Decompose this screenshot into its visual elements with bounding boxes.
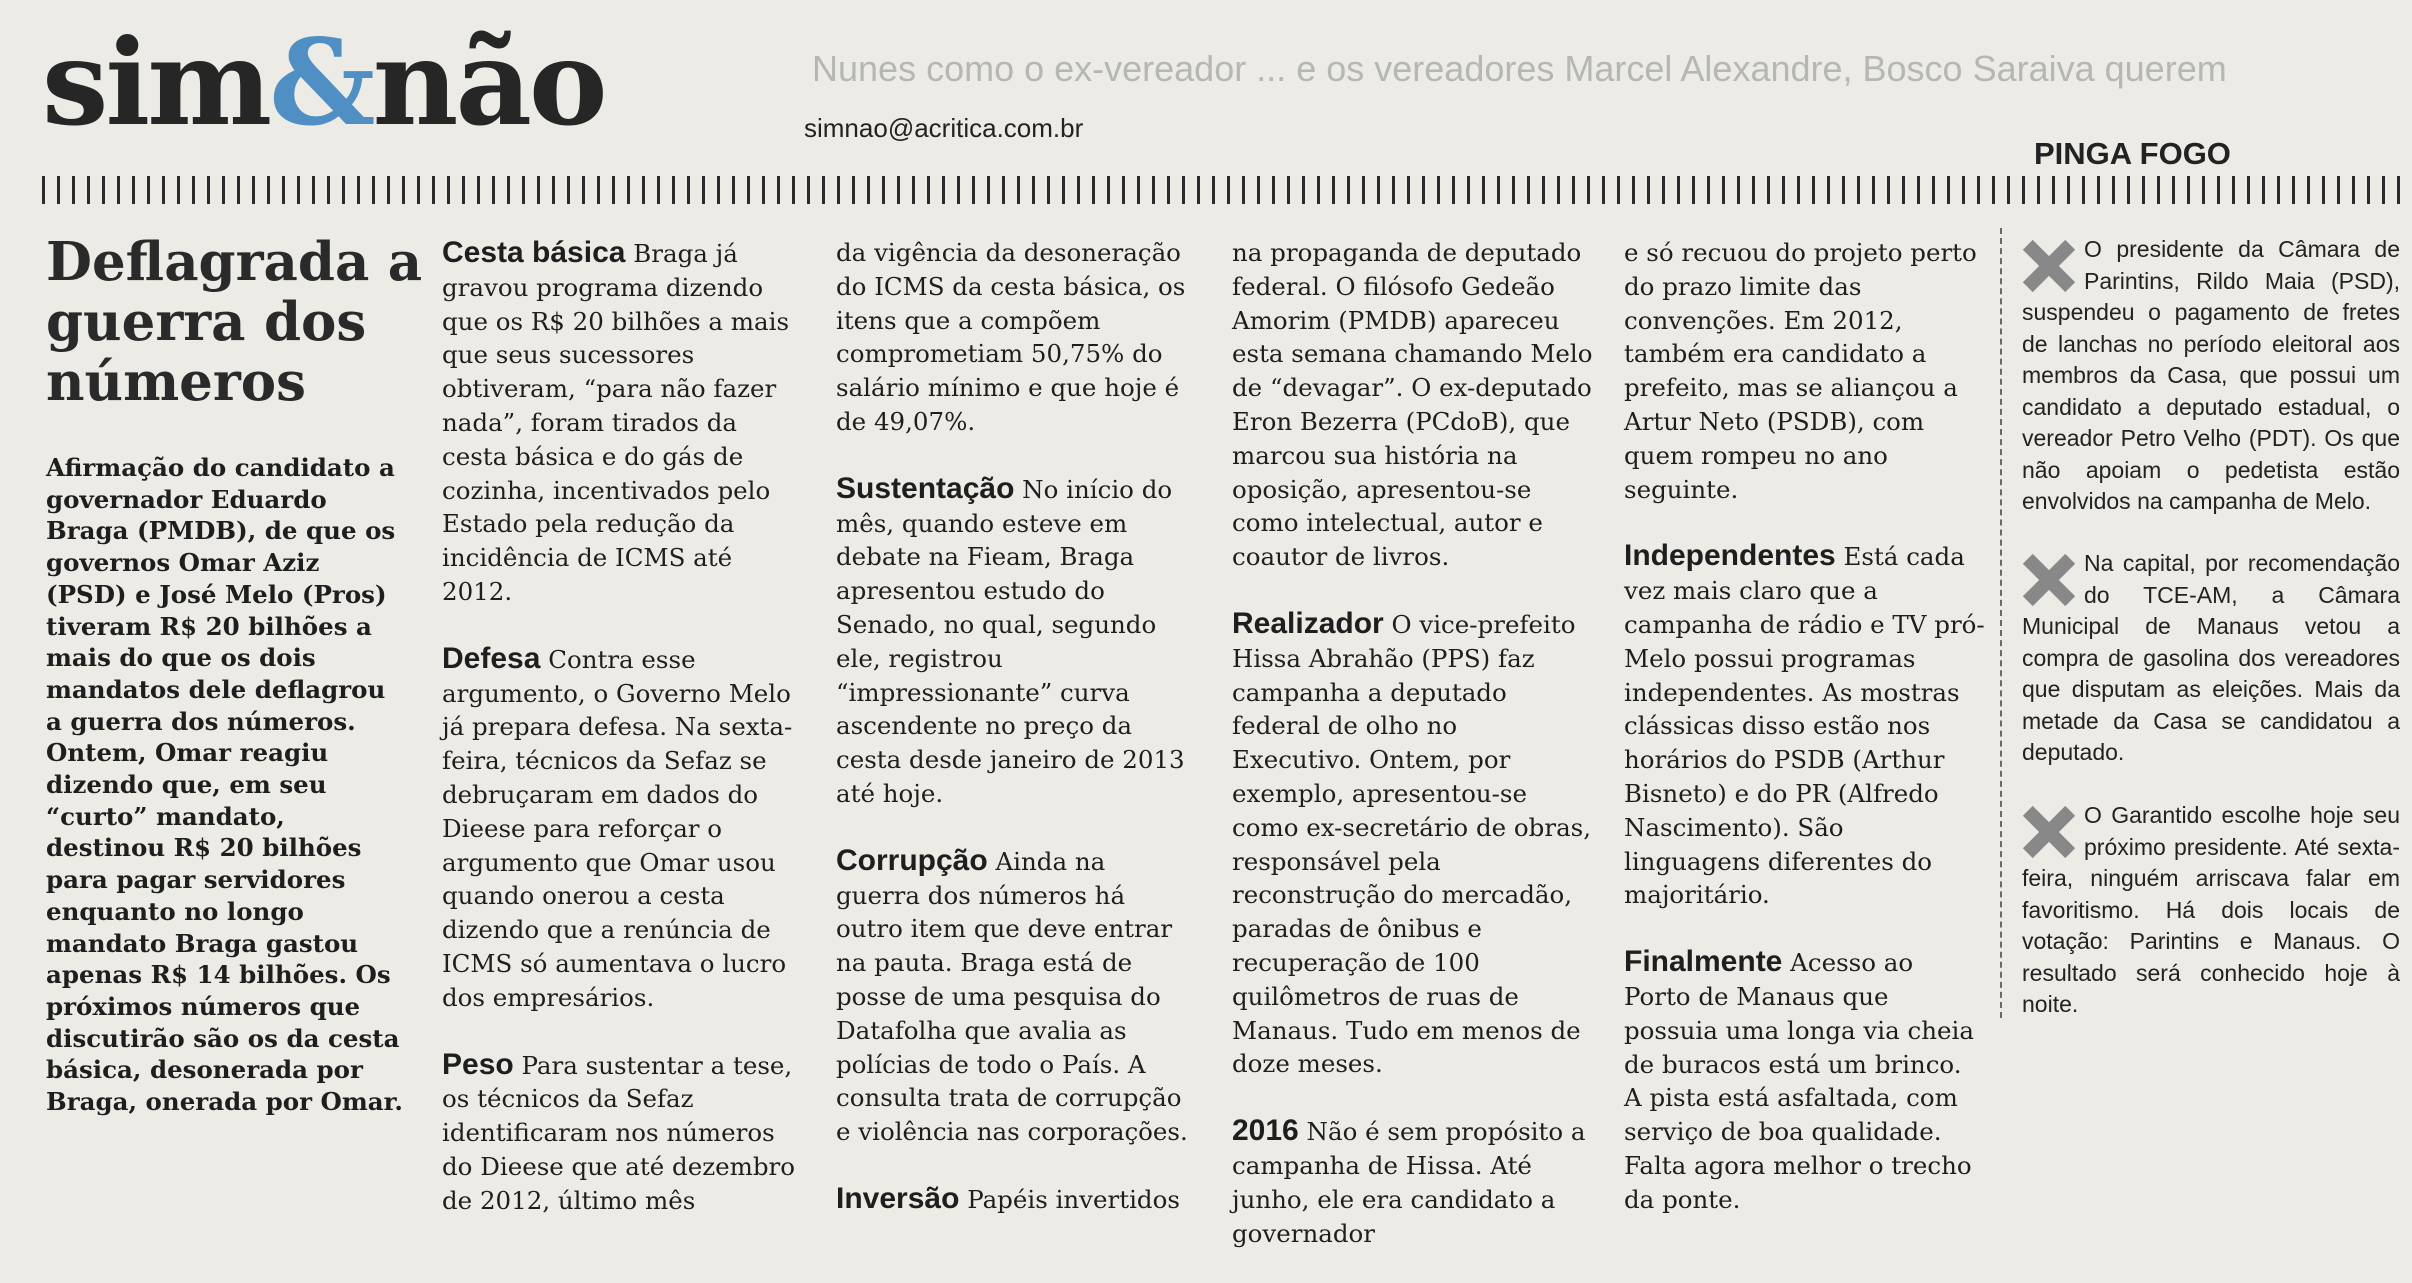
column-3	[836, 236, 1196, 1250]
header-rule	[42, 176, 2412, 204]
paragraph-text: e só recuou do projeto perto do prazo limite das convenções. Em 2012, também era candidato a prefeito, mas se aliançou a Artur Neto (PSDB), com quem rompeu no ano seguinte.	[1624, 238, 1977, 504]
paragraph-keyword: Realizador	[1232, 606, 1384, 640]
bleed-through-text: Nunes como o ex-vereador ... e os vereadores Marcel Alexandre, Bosco Saraiva querem	[812, 48, 2227, 89]
paragraph	[442, 236, 804, 609]
paragraph-keyword: Cesta básica	[442, 236, 626, 269]
paragraph	[1232, 236, 1594, 574]
pinga-fogo-item	[2022, 548, 2400, 769]
pinga-fogo-item	[2022, 800, 2400, 1021]
cross-icon	[2022, 806, 2074, 858]
paragraph-text: da vigência da desoneração do ICMS da cesta básica, os itens que a compõem comprometiam 50,75% do salário mínimo e que hoje é de 49,07%.	[836, 238, 1186, 436]
paragraph-keyword: Sustentação	[836, 471, 1015, 505]
column-4	[1232, 236, 1594, 1283]
lead-paragraph: Afirmação do candidato a governador Eduardo Braga (PMDB), de que os governos Omar Aziz (PSD) e José Melo (Pros) tiveram R$ 20 bilhões a mais do que os dois mandatos dele deflagrou a guerra dos números. Ontem, Omar reagiu dizendo que, em seu “curto” mandato, destinou R$ 20 bilhões para pagar servidores enquanto no longo mandato Braga gastou apenas R$ 14 bilhões. Os próximos números que discutirão são os da cesta básica, desonerada por Braga, onerada por Omar.	[46, 453, 403, 1117]
contact-email: simnao@acritica.com.br	[804, 113, 1084, 143]
paragraph	[836, 844, 1196, 1149]
paragraph	[1624, 236, 1986, 506]
paragraph-keyword: Peso	[442, 1047, 514, 1081]
headline: Deflagrada a guerra dos números	[46, 231, 423, 413]
section-label: PINGA FOGO	[2034, 136, 2231, 171]
paragraph-text: Papéis invertidos	[959, 1184, 1180, 1214]
paragraph-text: Acesso ao Porto de Manaus que possuia uma longa via cheia de buracos está um brinco. A pista está asfaltada, com serviço de boa qualidade. Falta agora melhor o trecho da ponte.	[1624, 948, 1974, 1214]
paragraph-keyword: Inversão	[836, 1181, 960, 1215]
logo-sim: sim	[42, 13, 270, 152]
paragraph-keyword: Finalmente	[1624, 945, 1783, 979]
logo-ampersand: &	[269, 13, 373, 152]
paragraph	[1232, 1114, 1594, 1250]
paragraph	[442, 1048, 804, 1218]
cross-icon	[2022, 554, 2074, 606]
logo	[42, 8, 605, 158]
masthead	[42, 8, 2412, 171]
paragraph-text: na propaganda de deputado federal. O filósofo Gedeão Amorim (PMDB) apareceu esta semana chamando Melo de “devagar”. O ex-deputado Eron Bezerra (PCdoB), que marcou sua história na oposição, apresentou-se como intelectual, autor e coautor de livros.	[1232, 238, 1593, 572]
pinga-fogo-text: O presidente da Câmara de Parintins, Rildo Maia (PSD), suspendeu o pagamento de fretes de lanchas no período eleitoral aos membros da Casa, que possui um candidato a deputado estadual, o vereador Petro Velho (PDT). Os que não apoiam o pedetista estão envolvidos na campanha de Melo.	[2022, 236, 2400, 514]
column-divider	[2000, 228, 2002, 1018]
cross-icon	[2022, 240, 2074, 292]
paragraph-text: Contra esse argumento, o Governo Melo já prepara defesa. Na sexta-feira, técnicos da Sefaz se debruçaram em dados do Dieese para reforçar o argumento que Omar usou quando onerou a cesta dizendo que a renúncia de ICMS só aumentava o lucro dos empresários.	[442, 644, 793, 1012]
paragraph-text: Está cada vez mais claro que a campanha de rádio e TV pró-Melo possui programas independentes. As mostras clássicas disso estão nos horários do PSDB (Arthur Bisneto) e do PR (Alfredo Nascimento). São linguagens diferentes do majoritário.	[1624, 542, 1985, 910]
paragraph-keyword: Corrupção	[836, 843, 988, 877]
paragraph-text: No início do mês, quando esteve em debate na Fieam, Braga apresentou estudo do Senado, no qual, segundo ele, registrou “impressionante” curva ascendente no preço da cesta desde janeiro de 2013 até hoje.	[836, 474, 1185, 808]
paragraph-keyword: Defesa	[442, 641, 541, 675]
paragraph-text: Para sustentar a tese, os técnicos da Sefaz identificaram nos números do Dieese que até dezembro de 2012, último mês	[442, 1050, 796, 1215]
paragraph-text: Braga já gravou programa dizendo que os R$ 20 bilhões a mais que seus sucessores obtiveram, “para não fazer nada”, foram tirados da cesta básica e do gás de cozinha, incentivados pelo Estado pela redução da incidência de ICMS até 2012.	[442, 239, 790, 606]
paragraph	[1232, 607, 1594, 1081]
pinga-fogo-text: O Garantido escolhe hoje seu próximo presidente. Até sexta-feira, ninguém arriscava falar em favoritismo. Há dois locais de votação: Parintins e Manaus. O resultado será conhecido hoje à noite.	[2022, 802, 2400, 1017]
column-5	[1624, 236, 1986, 1250]
pinga-fogo-item	[2022, 234, 2400, 518]
paragraph-text: Não é sem propósito a campanha de Hissa. Até junho, ele era candidato a governador	[1232, 1117, 1586, 1248]
paragraph	[1624, 945, 1986, 1216]
logo-nao: não	[372, 13, 605, 152]
pinga-fogo-text: Na capital, por recomendação do TCE-AM, a Câmara Municipal de Manaus vetou a compra de gasolina dos vereadores que disputam as eleições. Mais da metade da Casa se candidatou a deputado.	[2022, 550, 2400, 765]
paragraph-keyword: Independentes	[1624, 539, 1836, 573]
paragraph	[836, 472, 1196, 811]
column-2	[442, 236, 804, 1251]
paragraph-text: Ainda na guerra dos números há outro item que deve entrar na pauta. Braga está de posse de uma pesquisa do Datafolha que avalia as polícias de todo o País. A consulta trata de corrupção e violência nas corporações.	[836, 846, 1188, 1147]
paragraph-keyword: 2016	[1232, 1114, 1299, 1148]
paragraph-text: O vice-prefeito Hissa Abrahão (PPS) faz campanha a deputado federal de olho no Executivo. Ontem, por exemplo, apresentou-se como ex-secretário de obras, responsável pela reconstrução do mercadão, paradas de ônibus e recuperação de 100 quilômetros de ruas de Manaus. Tudo em menos de doze meses.	[1232, 609, 1592, 1079]
paragraph	[1624, 539, 1986, 912]
paragraph	[836, 1182, 1196, 1217]
paragraph	[836, 236, 1196, 439]
paragraph	[442, 642, 804, 1015]
